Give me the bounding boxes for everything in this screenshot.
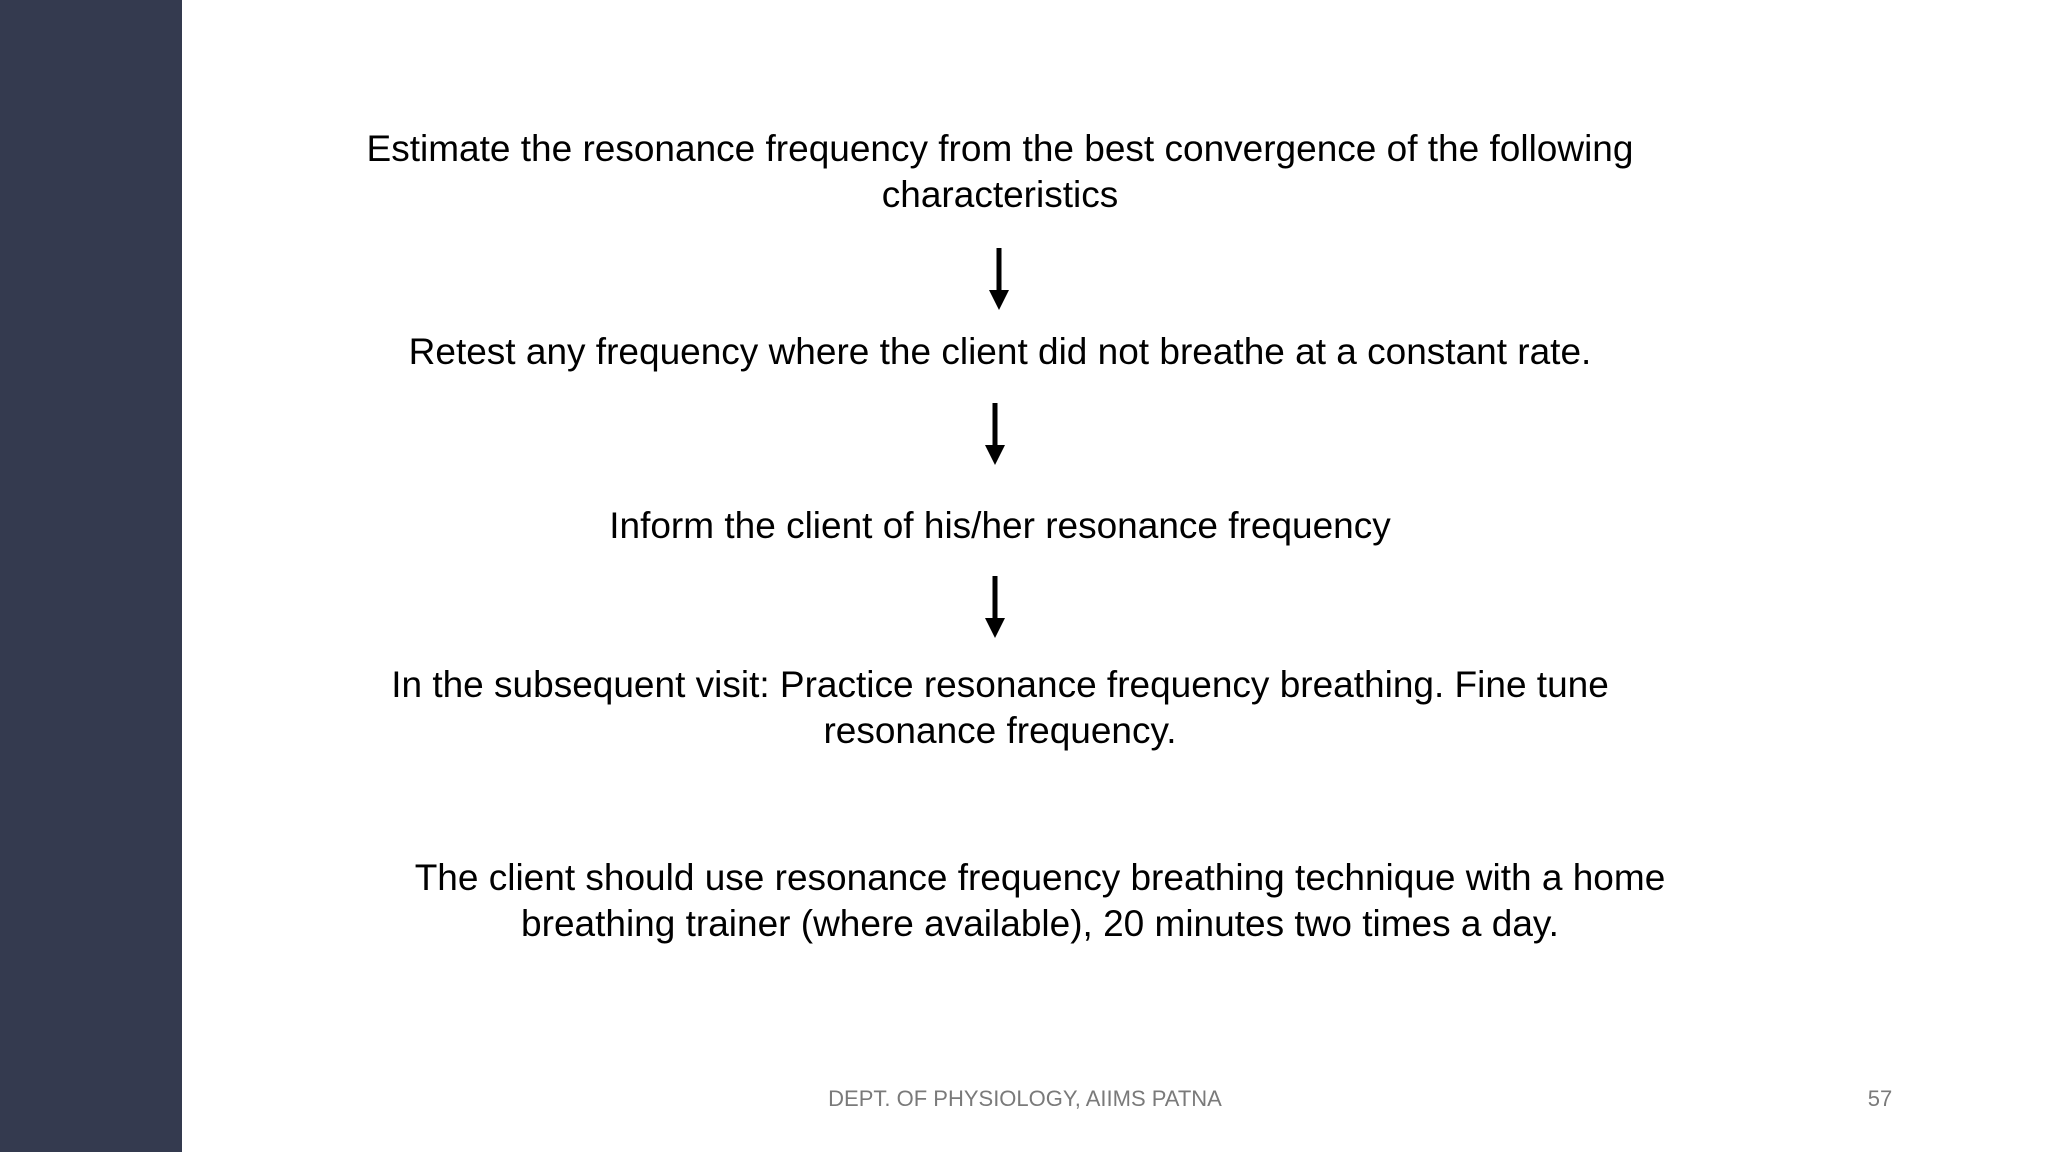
arrow-down-icon — [983, 403, 1007, 465]
step-text-line: Estimate the resonance frequency from the best convergence of the following — [366, 128, 1634, 169]
arrow-down-icon — [983, 576, 1007, 638]
flow-step-home-practice — [330, 855, 1750, 947]
sidebar-band — [0, 0, 182, 1152]
step-text-line: Inform the client of his/her resonance frequency — [609, 505, 1391, 546]
step-text-line: characteristics — [881, 174, 1119, 215]
footer-department: DEPT. OF PHYSIOLOGY, AIIMS PATNA — [828, 1086, 1222, 1111]
slide-number: 57 — [1867, 1086, 1893, 1111]
step-text-line: The client should use resonance frequency breathing technique with a home — [414, 857, 1666, 898]
flow-step-subsequent-visit — [290, 662, 1710, 754]
flow-step-retest — [290, 329, 1710, 375]
step-text-line: breathing trainer (where available), 20 minutes two times a day. — [521, 903, 1559, 944]
flow-step-inform — [290, 503, 1710, 549]
arrow-down-icon — [987, 248, 1011, 310]
step-text-line: resonance frequency. — [823, 710, 1177, 751]
flow-step-estimate — [290, 126, 1710, 218]
step-text-line: Retest any frequency where the client did not breathe at a constant rate. — [408, 331, 1592, 372]
step-text-line: In the subsequent visit: Practice resonance frequency breathing. Fine tune — [391, 664, 1609, 705]
